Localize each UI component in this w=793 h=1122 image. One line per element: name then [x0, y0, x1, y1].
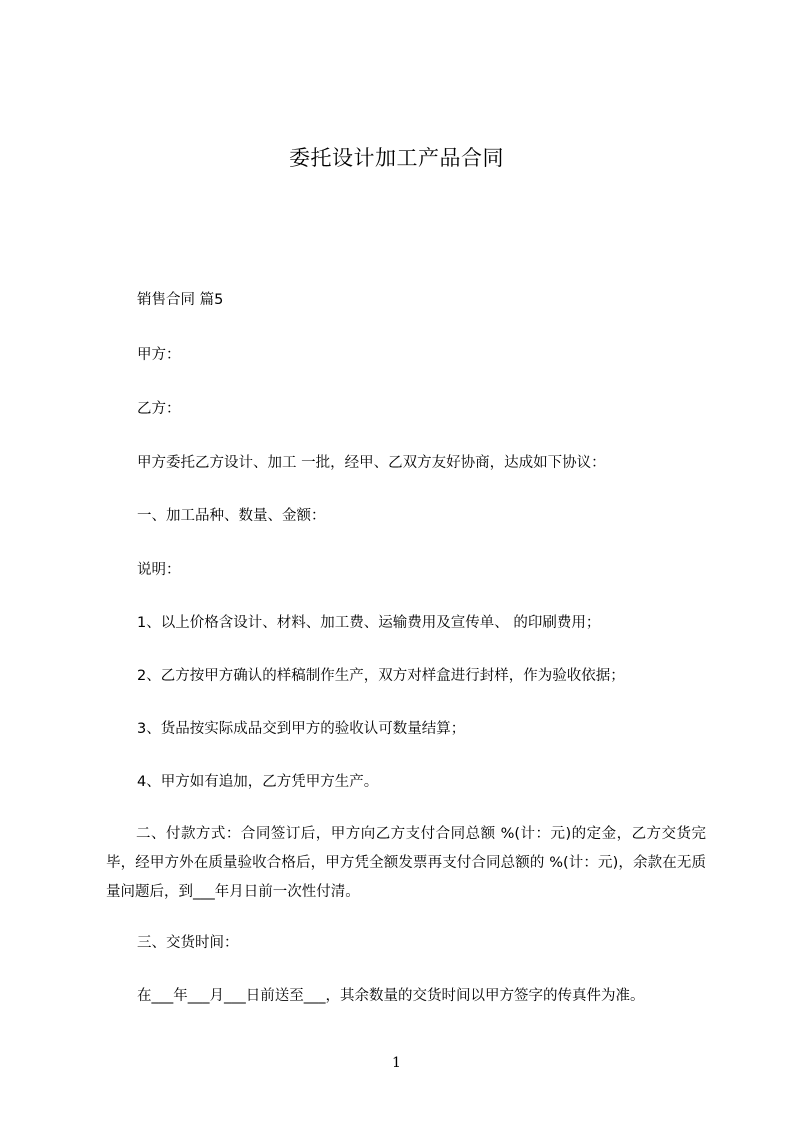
notes-label: 说明： [137, 562, 181, 578]
contract-section-label: 销售合同 篇5 [137, 292, 224, 308]
document-title: 委托设计加工产品合同 [289, 146, 504, 170]
delivery-time-text: 在___年___月___日前送至___，其余数量的交货时间以甲方签字的传真件为准。 [137, 988, 645, 1004]
agreement-intro: 甲方委托乙方设计、加工 一批，经甲、乙双方友好协商，达成如下协议： [137, 455, 606, 471]
section-one-heading: 一、加工品种、数量、金额： [137, 508, 326, 524]
payment-terms-paragraph: 二、付款方式：合同签订后，甲方向乙方支付合同总额 %(计：元)的定金，乙方交货完毕，经甲方外在质量验收合格后，甲方凭全额发票再支付合同总额的 %(计：元)，余款在无质量问题后，到___年月日前一次性付清。 [106, 826, 706, 900]
page-number: 1 [392, 1055, 401, 1071]
note-item-1: 1、以上价格含设计、材料、加工费、运输费用及宣传单、 的印刷费用； [137, 615, 601, 631]
note-item-2: 2、乙方按甲方确认的样稿制作生产，双方对样盒进行封样，作为验收依据； [137, 668, 625, 684]
party-a-label: 甲方： [137, 347, 181, 363]
section-three-heading: 三、交货时间： [137, 935, 239, 951]
note-item-3: 3、货品按实际成品交到甲方的验收认可数量结算； [137, 721, 466, 737]
note-item-4: 4、甲方如有追加，乙方凭甲方生产。 [137, 774, 379, 790]
party-b-label: 乙方： [137, 401, 181, 417]
